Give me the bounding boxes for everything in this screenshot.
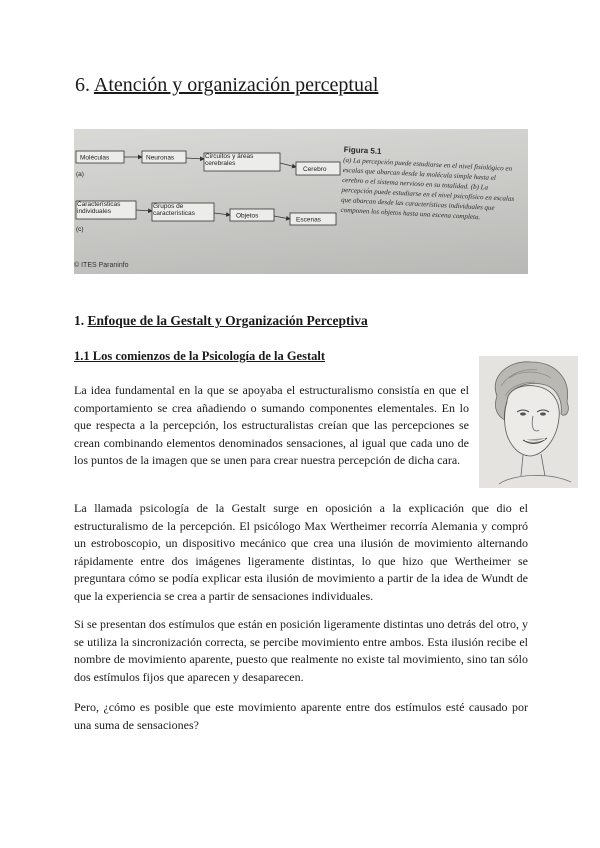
label-a: (a) <box>76 171 84 178</box>
paragraph-4: Pero, ¿cómo es posible que este movimiento aparente entre dos estímulos esté causado por una suma de sensaciones? <box>74 700 528 732</box>
paragraph-1: La idea fundamental en la que se apoyaba el estructuralismo consistía en que el comportamiento se crea añadiendo o sumando componentes elementales. En lo que respecta a la percepción, los estructuralistas creían que las percepciones se crean combinando elementos denominados sensaciones, al igual que cada uno de los puntos de la imagen que se unen para crear nuestra percepción de dicha cara. <box>74 383 469 468</box>
box-circuitos-label: Circuitos y áreas cerebrales <box>205 153 254 167</box>
face-drawing <box>479 356 578 488</box>
paragraph-3: Si se presentan dos estímulos que están en posición ligeramente distintas uno detrás del otro, y se utiliza la sincronización correcta, se percibe movimiento entre ambos. Esta ilusión recibe el nombre de movimiento aparente, puesto que realmente no existe tal movimiento, sino tan sólo dos estímulos fijos que aparecen y desaparecen. <box>74 617 528 684</box>
title-text: Atención y organización perceptual <box>93 74 379 96</box>
paragraph-2: La llamada psicología de la Gestalt surge en oposición a la explicación que dio el estructuralismo de la percepción. El psicólogo Max Wertheimer recorría Alemania y compró un estroboscopio, un dispositivo mecánico que crea una ilusión de movimiento alternando rápidamente entre dos imágenes ligeramente distintas, lo que hizo que Wertheimer se preguntara cómo se podía explicar esta ilusión de movimiento a partir de la idea de Wundt de que la experiencia se crea a partir de sensaciones individuales. <box>74 501 528 603</box>
box-caracteristicas-label: Características individuales <box>77 201 121 215</box>
box-grupos-label: Grupos de características <box>153 203 195 217</box>
figure-copyright: © ITES Paraninfo <box>74 262 129 269</box>
arrow <box>280 163 296 167</box>
label-b: (c) <box>76 226 84 233</box>
arrow <box>274 216 290 219</box>
arrow <box>214 213 230 215</box>
section-title: Enfoque de la Gestalt y Organización Perceptiva <box>87 313 368 328</box>
arrow <box>136 210 152 211</box>
box-neuronas-label: Neuronas <box>146 154 175 162</box>
page-title <box>75 74 378 97</box>
section-number: 1. <box>74 313 85 328</box>
box-cerebro-label: Cerebro <box>303 166 327 173</box>
box-caracteristicas-wrap <box>77 201 135 219</box>
box-grupos-wrap <box>153 203 213 221</box>
figure-caption-text: (a) La percepción puede estudiarse en el nivel fisiológico en escalas que abarcan desde la molécula simple hasta el cerebro o el sistema nervioso en su totalidad. (b) La percepción puede estudiarse en el nivel psicofísico en escalas que abarcan desde las características individuales que componen los objetos hasta una escena completa. <box>340 155 515 222</box>
box-circuitos-wrap <box>205 153 279 171</box>
portrait-illustration <box>479 356 578 488</box>
figure-caption <box>340 145 518 224</box>
box-escenas-label: Escenas <box>296 216 321 224</box>
subsection-heading: 1.1 Los comienzos de la Psicología de la Gestalt <box>74 349 326 363</box>
figure-caption-heading: Figura 5.1 <box>343 145 382 156</box>
arrow <box>186 158 204 159</box>
section-heading <box>74 313 368 329</box>
box-objetos-label: Objetos <box>236 212 259 220</box>
figure-5-1 <box>74 129 528 274</box>
box-moleculas-label: Moléculas <box>80 154 110 162</box>
title-number: 6. <box>75 74 90 96</box>
